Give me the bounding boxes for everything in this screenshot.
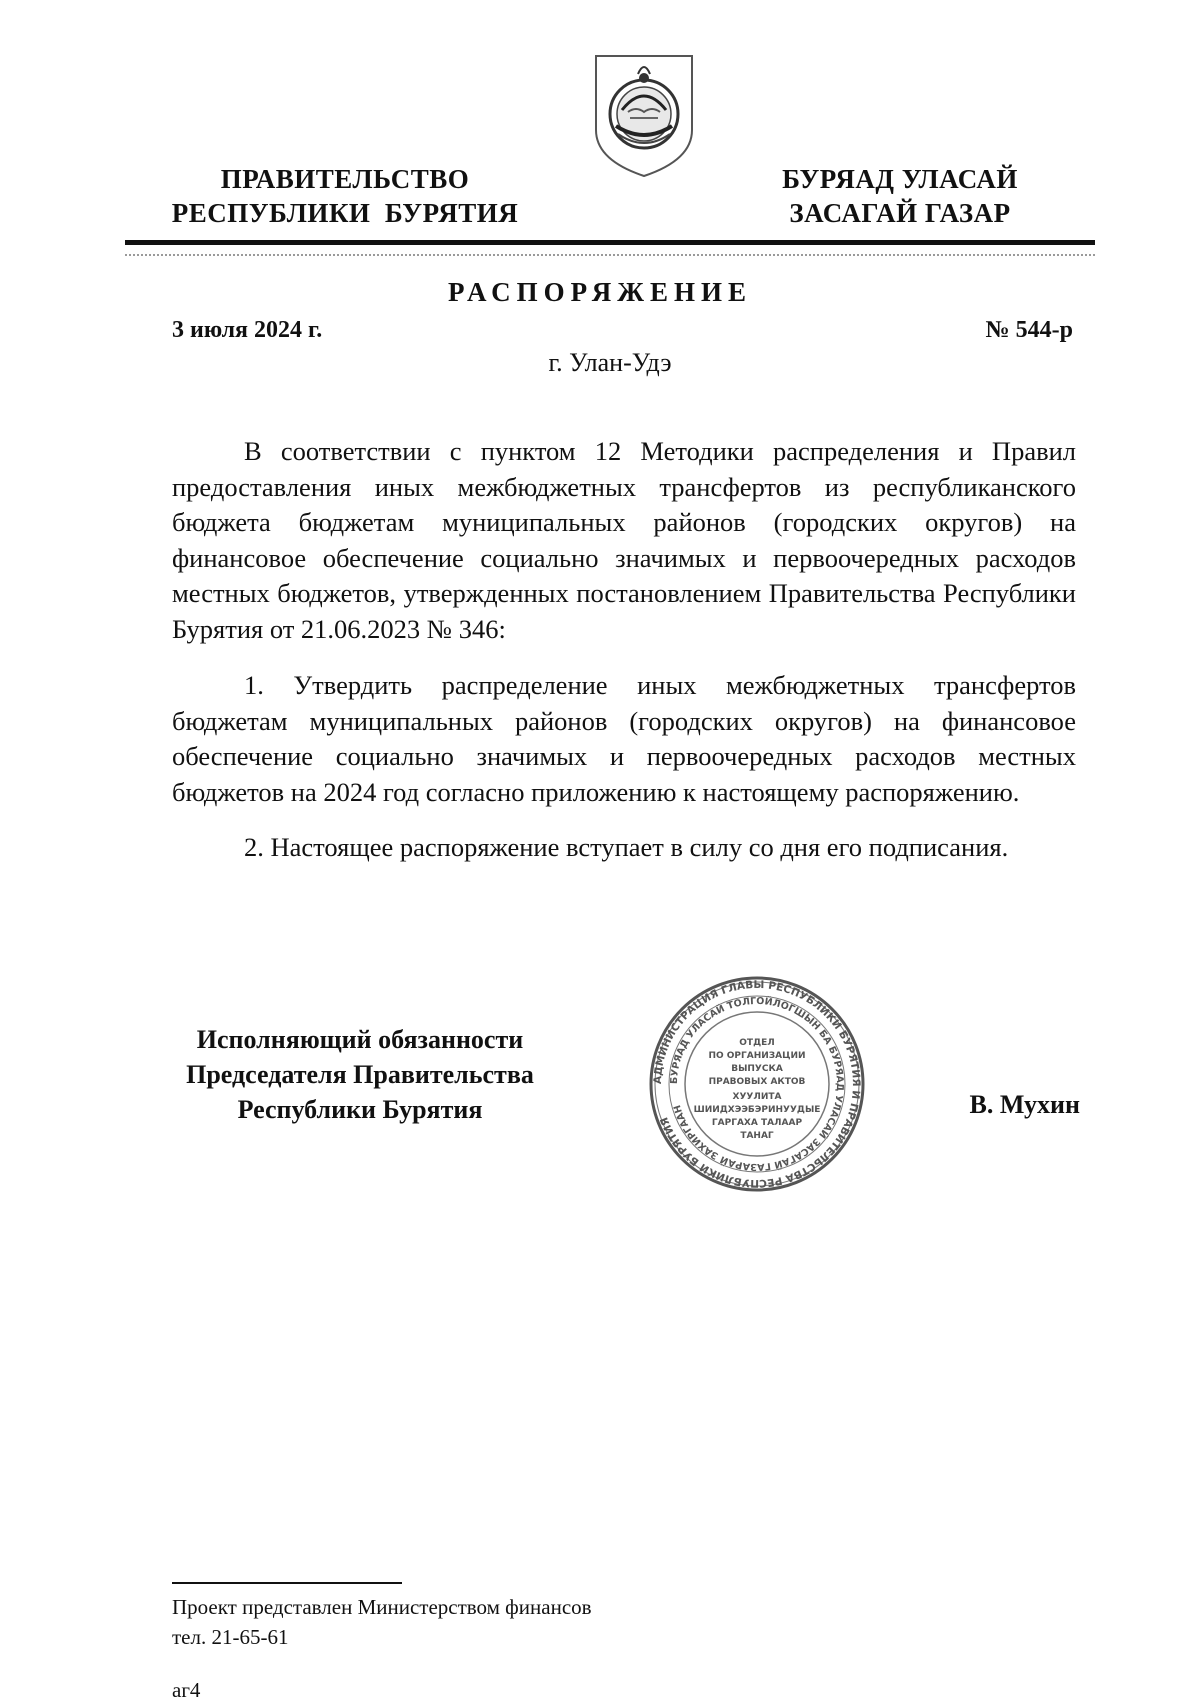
body-paragraph-1	[172, 434, 1076, 647]
footer-line1: Проект представлен Министерством финансов	[172, 1595, 592, 1619]
stamp-center-line6: ШИИДХЭЭБЭРИНУУДЫЕ	[693, 1105, 821, 1115]
signatory-name: В. Мухин	[969, 1090, 1080, 1119]
stamp-center-line3: ВЫПУСКА	[731, 1064, 783, 1074]
signatory-position	[160, 1022, 560, 1127]
header-right-line1: БУРЯАД УЛАСАЙ	[782, 164, 1018, 194]
document-date: 3 июля 2024 г.	[172, 317, 323, 343]
stamp-center-line4: ПРАВОВЫХ АКТОВ	[708, 1077, 806, 1087]
coat-of-arms-buryatia-icon	[592, 52, 696, 180]
header-left-title	[150, 162, 540, 230]
footer-note	[172, 1592, 592, 1652]
official-stamp-icon	[648, 975, 866, 1193]
stamp-center-line7: ГАРГАХА ТАЛААР	[711, 1118, 803, 1128]
body-paragraph-2	[172, 668, 1076, 810]
stamp-center-line1: ОТДЕЛ	[739, 1038, 775, 1048]
body-paragraph-3	[172, 830, 1076, 866]
stamp-inner-text: БУРЯАД УЛАСАЙ ТОЛГОЙЛОГШЫН БА БУРЯАД УЛАСАЙ ЗАСАГАЙ ГАЗАРАЙ ЗАХИРГААН	[668, 995, 846, 1173]
signatory-position-line1: Исполняющий обязанности	[196, 1025, 524, 1054]
header-left-line1: ПРАВИТЕЛЬСТВО	[220, 164, 470, 194]
stamp-outer-text: АДМИНИСТРАЦИЯ ГЛАВЫ РЕСПУБЛИКИ БУРЯТИЯ И ПРАВИТЕЛЬСТВА РЕСПУБЛИКИ БУРЯТИЯ	[651, 978, 863, 1190]
stamp-center-line8: ТАНАГ	[740, 1131, 774, 1141]
signatory-position-line3: Республики Бурятия	[237, 1095, 483, 1124]
header-left-line2: РЕСПУБЛИКИ БУРЯТИЯ	[171, 198, 519, 228]
stamp-center-line2: ПО ОРГАНИЗАЦИИ	[708, 1051, 806, 1061]
header-right-title	[740, 162, 1060, 230]
header-divider-thin	[125, 254, 1095, 256]
document-city: г. Улан-Удэ	[548, 348, 672, 377]
paragraph-text: В соответствии с пунктом 12 Методики распределения и Правил предоставления иных межбюджетных трансфертов из республиканского бюджета бюджетам муниципальных районов (городских округов) на финансовое обеспечение социально значимых и первоочередных расходов местных бюджетов, утвержденных постановлением Правительства Республики Бурятия от 21.06.2023 № 346:	[172, 436, 1076, 644]
signatory-position-line2: Председателя Правительства	[186, 1060, 534, 1089]
header-divider-thick	[125, 240, 1095, 245]
header-right-line2: ЗАСАГАЙ ГАЗАР	[789, 198, 1011, 228]
paragraph-text: 2. Настоящее распоряжение вступает в силу со дня его подписания.	[244, 832, 1009, 862]
footer-divider	[172, 1582, 402, 1584]
document-number: № 544-р	[985, 317, 1073, 343]
stamp-center-line5: ХУУЛИТА	[732, 1092, 782, 1102]
footer-code: аг4	[172, 1678, 201, 1702]
footer-line2: тел. 21-65-61	[172, 1625, 289, 1649]
document-type: РАСПОРЯЖЕНИЕ	[447, 277, 753, 307]
paragraph-text: 1. Утвердить распределение иных межбюджетных трансфертов бюджетам муниципальных районов (городских округов) на финансовое обеспечение социально значимых и первоочередных расходов местных бюджетов на 2024 год согласно приложению к настоящему распоряжению.	[172, 670, 1076, 807]
